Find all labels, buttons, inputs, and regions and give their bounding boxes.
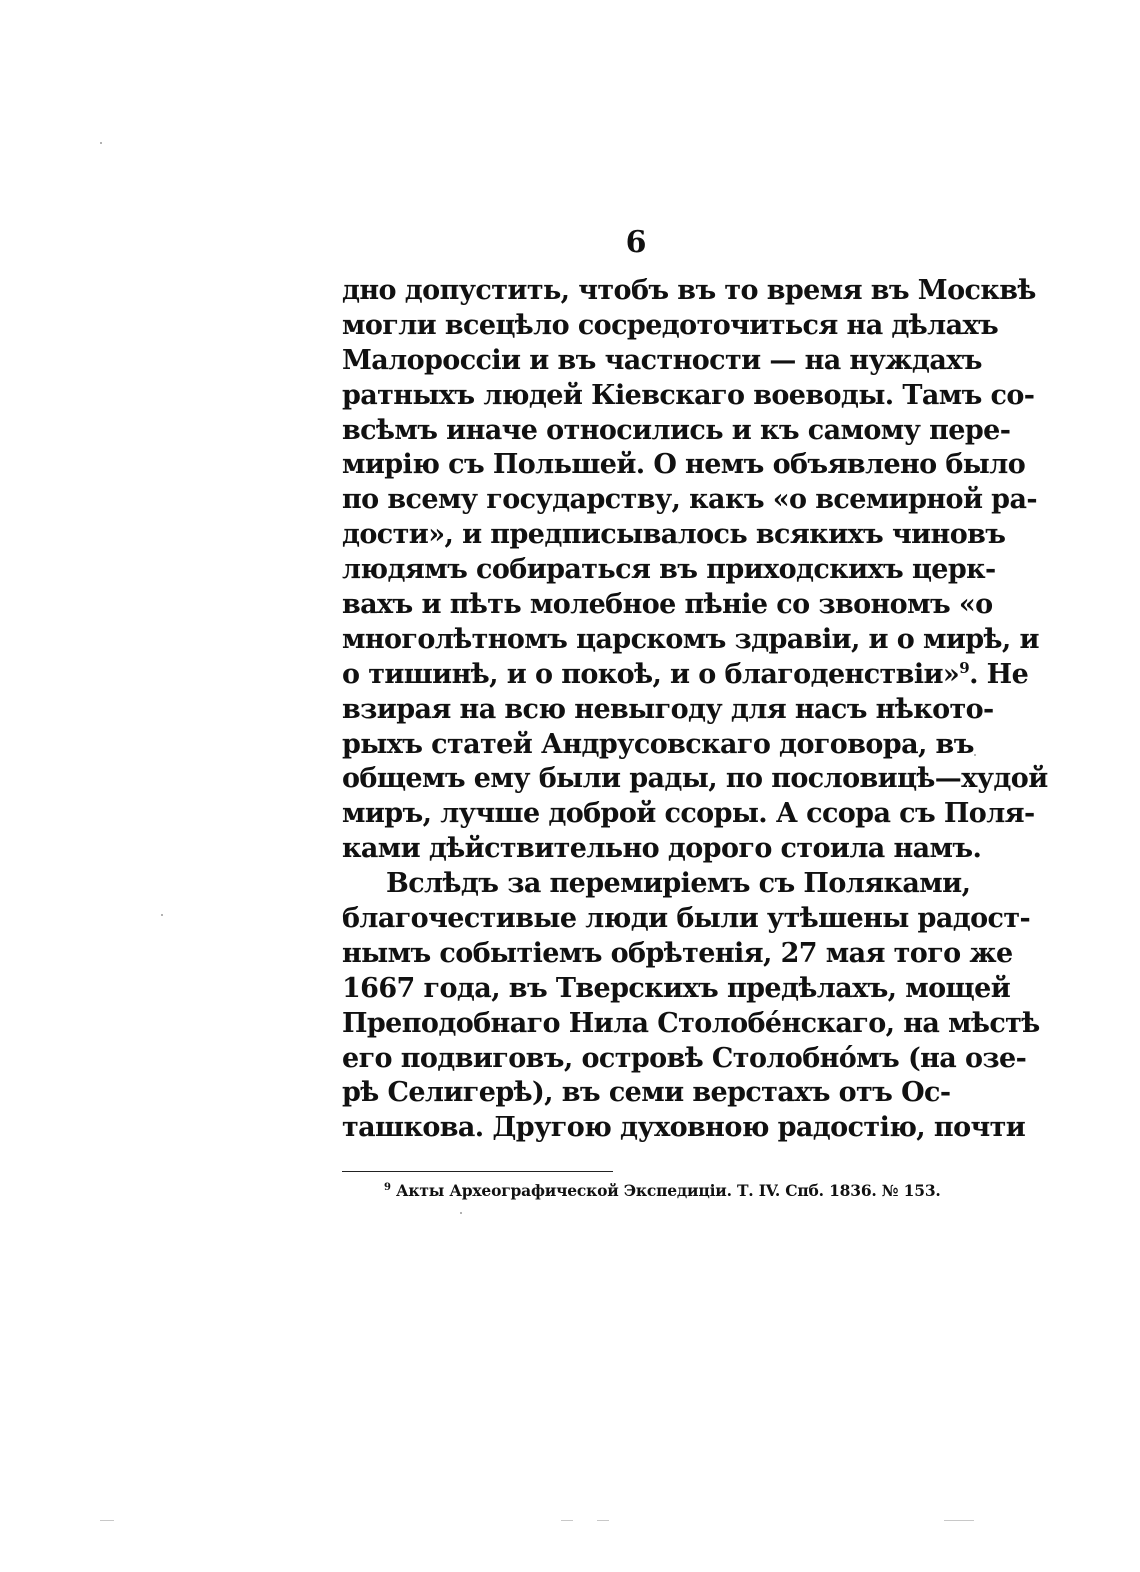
text-line: миръ, лучше доброй ссоры. А ссора съ Поля- xyxy=(342,798,1035,830)
footnote-reference: 9 xyxy=(959,658,970,677)
scan-speck xyxy=(100,142,102,144)
scan-speck xyxy=(974,754,976,756)
text-segment: . Не xyxy=(969,658,1029,690)
footnote xyxy=(384,1180,941,1202)
text-line: вахъ и пѣть молебное пѣніе со звономъ «о xyxy=(342,589,993,621)
scan-mark xyxy=(100,1520,114,1521)
text-line: 1667 года, въ Тверскихъ предѣлахъ, мощей xyxy=(342,972,1011,1004)
text-line: ташкова. Другою духовною радостію, почти xyxy=(342,1112,1026,1144)
text-line: дости», и предписывалось всякихъ чиновъ xyxy=(342,519,1006,551)
text-segment: о тишинѣ, и о покоѣ, и о благоденствіи» xyxy=(342,658,960,690)
scan-mark xyxy=(597,1520,609,1521)
text-line: людямъ собираться въ приходскихъ церк- xyxy=(342,554,996,586)
text-line: ками дѣйствительно дорого стоила намъ. xyxy=(342,833,982,865)
text-line-with-reference xyxy=(342,658,1029,693)
text-line: благочестивые люди были утѣшены радост- xyxy=(342,903,1031,935)
footnote-marker: 9 xyxy=(384,1181,391,1193)
text-line: взирая на всю невыгоду для насъ нѣкото- xyxy=(342,693,994,725)
text-line: ратныхъ людей Кіевскаго воеводы. Тамъ со- xyxy=(342,379,1035,411)
scan-mark xyxy=(944,1520,974,1521)
scan-mark xyxy=(561,1520,573,1521)
footnote-text: Акты Археографической Экспедиціи. Т. IV. Спб. 1836. № 153. xyxy=(395,1181,941,1200)
text-line: нымъ событіемъ обрѣтенія, 27 мая того же xyxy=(342,937,1013,969)
text-line: многолѣтномъ царскомъ здравіи, и о мирѣ, и xyxy=(342,623,1039,655)
text-line: дно допустить, чтобъ въ то время въ Москвѣ xyxy=(342,275,1036,306)
scan-speck xyxy=(460,1212,462,1214)
text-line: рѣ Селигерѣ), въ семи верстахъ отъ Ос- xyxy=(342,1077,951,1109)
page-number: 6 xyxy=(625,225,647,260)
text-line: общемъ ему были рады, по пословицѣ—худой xyxy=(342,763,1048,795)
text-line: Вслѣдъ за перемиріемъ съ Поляками, xyxy=(386,868,971,900)
footnote-divider xyxy=(342,1171,613,1172)
scan-speck xyxy=(161,914,163,916)
text-line: его подвиговъ, островѣ Столобно́мъ (на озе- xyxy=(342,1042,1027,1074)
text-line: по всему государству, какъ «о всемирной ра- xyxy=(342,484,1037,516)
text-line: Преподобнаго Нила Столобе́нскаго, на мѣстѣ xyxy=(342,1007,1040,1039)
text-line: рыхъ статей Андрусовскаго договора, въ xyxy=(342,728,974,760)
text-line: миpiю съ Польшей. О немъ объявлено было xyxy=(342,449,1026,481)
text-line: Малороссіи и въ частности — на нуждахъ xyxy=(342,344,982,376)
text-line: всѣмъ иначе относились и къ самому пере- xyxy=(342,414,1011,446)
main-text xyxy=(342,274,1048,1146)
text-line: могли всецѣло сосредоточиться на дѣлахъ xyxy=(342,309,999,341)
